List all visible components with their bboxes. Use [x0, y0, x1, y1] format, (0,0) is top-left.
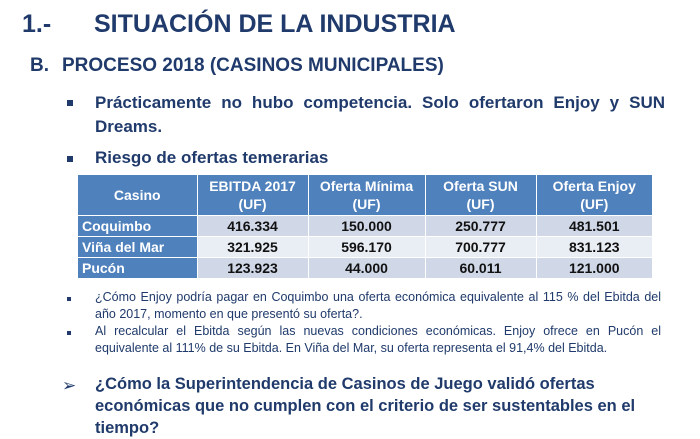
bullet-competencia: Prácticamente no hubo competencia. Solo ofertaron Enjoy y SUN Dreams. [95, 93, 665, 136]
oferta-enjoy-value: 121.000 [536, 258, 652, 279]
casino-name: Viña del Mar [78, 237, 197, 258]
oferta-sun-value: 60.011 [425, 258, 536, 279]
bullet-riesgo: Riesgo de ofertas temerarias [95, 148, 329, 167]
title-number: 1.- [22, 10, 52, 38]
oferta-sun-value: 700.777 [425, 237, 536, 258]
ebitda-value: 123.923 [197, 258, 308, 279]
slide-title [22, 10, 456, 39]
table-header-row [78, 175, 652, 216]
oferta-enjoy-value: 831.123 [536, 237, 652, 258]
note-recalculo: Al recalcular el Ebitda según las nuevas condiciones económicas. Enjoy ofrece en Pucón el equivalente al 111% de su Ebitda. En Viña del Mar, su oferta representa el 91,4% del Ebitda. [95, 324, 661, 355]
oferta-minima-value: 44.000 [308, 258, 425, 279]
oferta-minima-value: 596.170 [308, 237, 425, 258]
table-row [78, 216, 652, 237]
square-bullet-icon [67, 156, 73, 162]
oferta-enjoy-value: 481.501 [536, 216, 652, 237]
arrow-bullet-icon: ➢ [62, 376, 77, 395]
header-oferta-sun: Oferta SUN (UF) [425, 175, 536, 216]
ebitda-value: 321.925 [197, 237, 308, 258]
note-coquimbo: ¿Cómo Enjoy podría pagar en Coquimbo una oferta económica equivalente al 115 % del Ebitda del año 2017, momento en que presentó su oferta?. [95, 290, 661, 321]
header-oferta-enjoy: Oferta Enjoy (UF) [536, 175, 652, 216]
header-casino: Casino [78, 175, 197, 216]
casino-name: Coquimbo [78, 216, 197, 237]
ebitda-value: 416.334 [197, 216, 308, 237]
small-square-bullet-icon [67, 331, 71, 335]
ofertas-table [78, 175, 652, 278]
header-oferta-minima: Oferta Mínima (UF) [308, 175, 425, 216]
square-bullet-icon [67, 100, 73, 106]
section-letter: B. [30, 55, 49, 76]
title-text: SITUACIÓN DE LA INDUSTRIA [94, 10, 456, 38]
oferta-minima-value: 150.000 [308, 216, 425, 237]
section-subtitle [30, 55, 444, 77]
small-square-bullet-icon [67, 297, 71, 301]
casino-name: Pucón [78, 258, 197, 279]
closing-question: ¿Cómo la Superintendencia de Casinos de Juego validó ofertas económicas que no cumplen con el criterio de ser sustentables en el tiempo? [95, 375, 636, 437]
header-ebitda: EBITDA 2017 (UF) [197, 175, 308, 216]
table-row [78, 237, 652, 258]
table-row [78, 258, 652, 279]
oferta-sun-value: 250.777 [425, 216, 536, 237]
section-title: PROCESO 2018 (CASINOS MUNICIPALES) [62, 55, 444, 76]
